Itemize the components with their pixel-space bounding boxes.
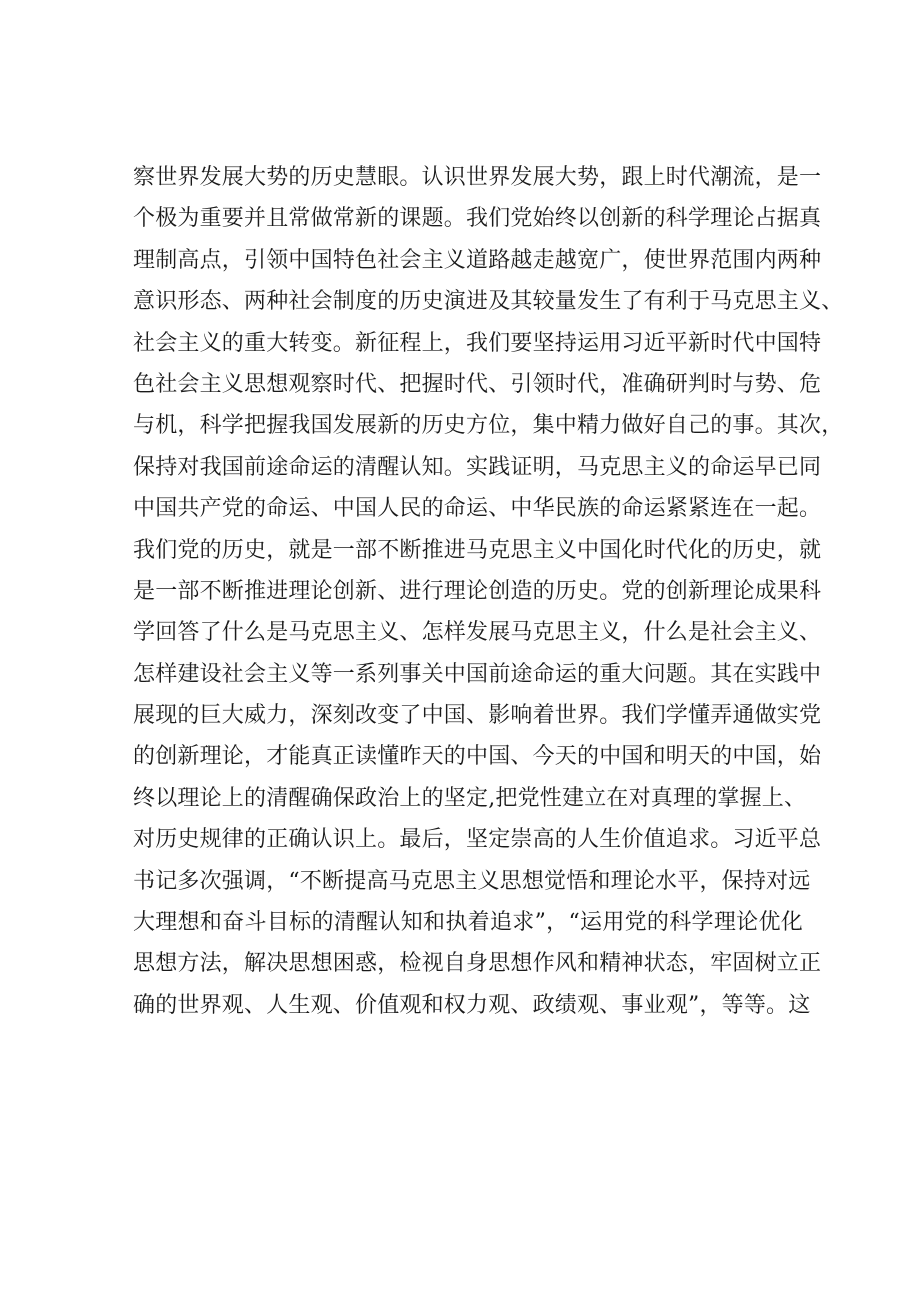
text-line-14: 展现的巨大威力，深刻改变了中国、影响着世界。我们学懂弄通做实党 — [133, 703, 822, 729]
text-line-17: 对历史规律的正确认识上。最后，坚定崇高的人生价值追求。习近平总 — [133, 827, 822, 853]
text-line-13: 怎样建设社会主义等一系列事关中国前途命运的重大问题。其在实践中 — [133, 661, 822, 687]
text-line-9: 中国共产党的命运、中国人民的命运、中华民族的命运紧紧连在一起。 — [133, 496, 822, 522]
text-line-12: 学回答了什么是马克思主义、怎样发展马克思主义，什么是社会主义、 — [133, 620, 822, 646]
text-line-7: 与机，科学把握我国发展新的历史方位，集中精力做好自己的事。其次， — [133, 413, 844, 439]
text-line-18: 书记多次强调，“不断提高马克思主义思想觉悟和理论水平，保持对远 — [133, 868, 811, 894]
text-line-4: 意识形态、两种社会制度的历史演进及其较量发生了有利于马克思主义、 — [133, 289, 844, 315]
text-line-2: 个极为重要并且常做常新的课题。我们党始终以创新的科学理论占据真 — [133, 206, 822, 232]
text-line-20: 思想方法，解决思想困惑，检视自身思想作风和精神状态，牢固树立正 — [133, 951, 822, 977]
text-line-8: 保持对我国前途命运的清醒认知。实践证明，马克思主义的命运早已同 — [133, 454, 822, 480]
text-line-11: 是一部不断推进理论创新、进行理论创造的历史。党的创新理论成果科 — [133, 578, 822, 604]
text-line-1: 察世界发展大势的历史慧眼。认识世界发展大势，跟上时代潮流，是一 — [133, 165, 822, 190]
text-line-15: 的创新理论，才能真正读懂昨天的中国、今天的中国和明天的中国，始 — [133, 744, 822, 770]
body-paragraph — [133, 157, 844, 1026]
text-line-16: 终以理论上的清醒确保政治上的坚定,把党性建立在对真理的掌握上、 — [133, 785, 807, 811]
text-line-6: 色社会主义思想观察时代、把握时代、引领时代，准确研判时与势、危 — [133, 371, 822, 397]
text-line-5: 社会主义的重大转变。新征程上，我们要坚持运用习近平新时代中国特 — [133, 330, 822, 356]
text-line-19: 大理想和奋斗目标的清醒认知和执着追求”，“运用党的科学理论优化 — [133, 910, 803, 936]
text-line-10: 我们党的历史，就是一部不断推进马克思主义中国化时代化的历史，就 — [133, 537, 822, 563]
text-line-21: 确的世界观、人生观、价值观和权力观、政绩观、事业观”，等等。这 — [133, 992, 811, 1018]
text-line-3: 理制高点，引领中国特色社会主义道路越走越宽广，使世界范围内两种 — [133, 247, 822, 273]
